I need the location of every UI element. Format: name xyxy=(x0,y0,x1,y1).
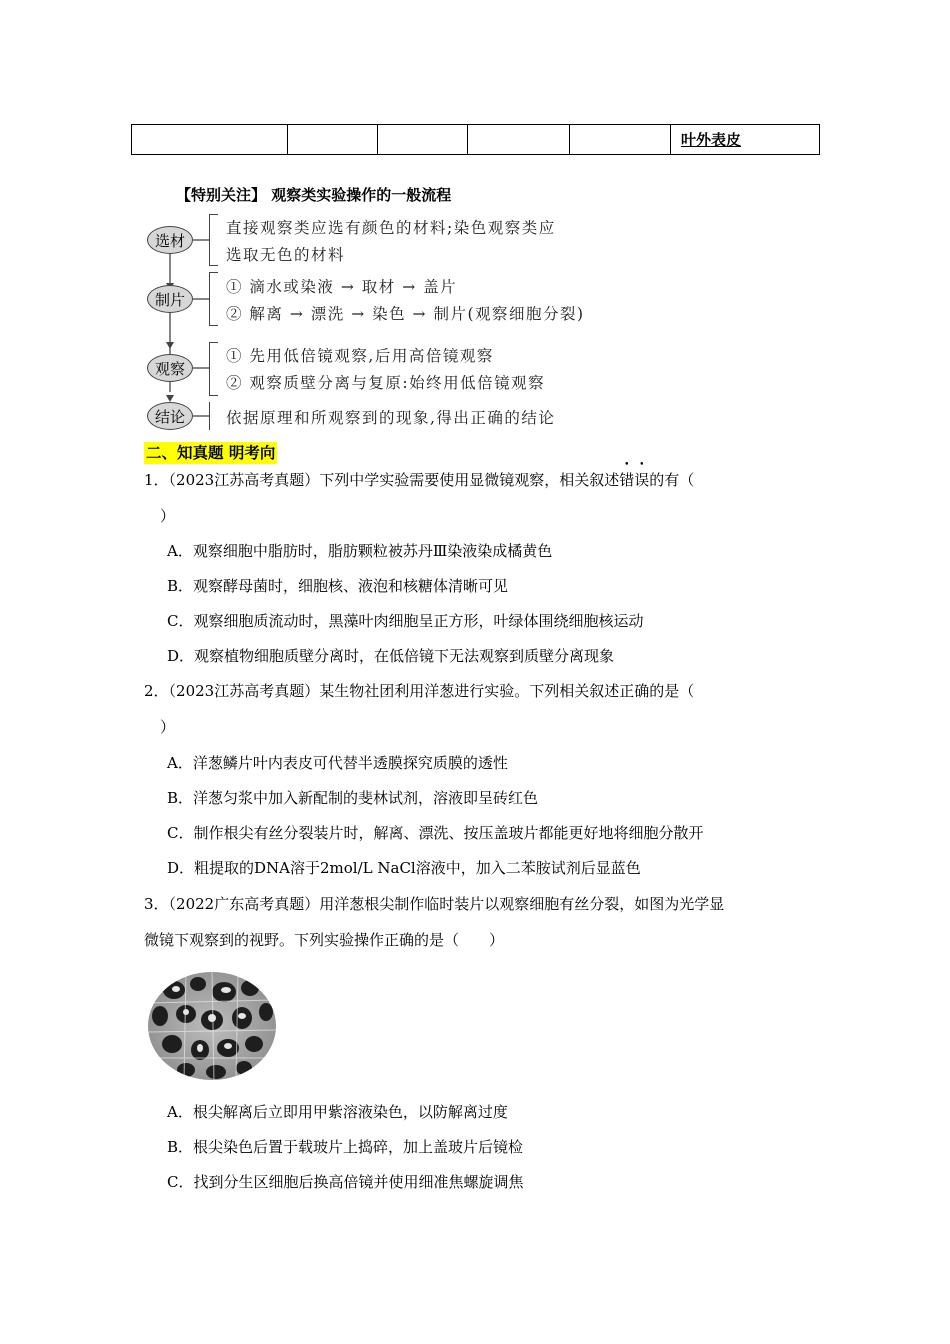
flow-brace xyxy=(209,402,211,430)
flow-text: ② 解离 → 漂洗 → 染色 → 制片(观察细胞分裂) xyxy=(226,305,585,323)
question-3-option-c[interactable]: C．找到分生区细胞后换高倍镜并使用细准焦螺旋调焦 xyxy=(167,1173,524,1191)
flow-brace xyxy=(209,214,218,266)
question-1-option-b[interactable]: B．观察酵母菌时，细胞核、液泡和核糖体清晰可见 xyxy=(167,577,509,595)
question-3-stem-cont: 微镜下观察到的视野。下列实验操作正确的是（ ） xyxy=(144,931,505,949)
emphasis-mark: 错 xyxy=(619,471,635,489)
question-2-option-a[interactable]: A．洋葱鳞片叶内表皮可代替半透膜探究质膜的透性 xyxy=(167,754,508,772)
question-2-stem: 2．（2023江苏高考真题）某生物社团利用洋葱进行实验。下列相关叙述正确的是（ xyxy=(144,682,695,700)
flow-node-slide: 制片 xyxy=(147,285,193,313)
question-1-stem-text: 1．（2023江苏高考真题）下列中学实验需要使用显微镜观察，相关叙述 xyxy=(144,471,620,489)
question-3-option-b[interactable]: B．根尖染色后置于载玻片上捣碎，加上盖玻片后镜检 xyxy=(167,1138,524,1156)
question-2-option-c[interactable]: C．制作根尖有丝分裂装片时，解离、漂洗、按压盖玻片都能更好地将细胞分散开 xyxy=(167,824,704,842)
flow-text: ② 观察质壁分离与复原:始终用低倍镜观察 xyxy=(226,374,546,392)
question-1-option-d[interactable]: D．观察植物细胞质壁分离时，在低倍镜下无法观察到质壁分离现象 xyxy=(167,647,615,665)
table-cell xyxy=(378,125,468,155)
question-1-stem-cont: ） xyxy=(160,507,176,525)
question-2-option-b[interactable]: B．洋葱匀浆中加入新配制的斐林试剂，溶液即呈砖红色 xyxy=(167,789,539,807)
table-cell xyxy=(132,125,288,155)
table-cell xyxy=(671,125,820,155)
table-cell xyxy=(468,125,570,155)
flow-text: ① 滴水或染液 → 取材 → 盖片 xyxy=(226,278,458,296)
flow-text: 选取无色的材料 xyxy=(226,246,346,264)
section-heading: 二、知真题 明考向 xyxy=(146,444,276,462)
question-1-option-a[interactable]: A．观察细胞中脂肪时，脂肪颗粒被苏丹Ⅲ染液染成橘黄色 xyxy=(167,542,553,560)
flow-connector xyxy=(150,250,190,410)
table-row xyxy=(132,125,820,155)
emphasis-mark: 误 xyxy=(634,471,650,489)
question-1-option-c[interactable]: C．观察细胞质流动时，黑藻叶肉细胞呈正方形，叶绿体围绕细胞核运动 xyxy=(167,612,644,630)
table-cell xyxy=(570,125,671,155)
flow-text: 依据原理和所观察到的现象,得出正确的结论 xyxy=(226,409,556,427)
node-brace-links xyxy=(193,210,223,430)
flow-brace xyxy=(209,272,218,326)
question-1-stem xyxy=(144,469,694,490)
flow-node-observe: 观察 xyxy=(147,354,193,382)
question-2-stem-cont: ） xyxy=(160,718,176,736)
flow-text: 直接观察类应选有颜色的材料;染色观察类应 xyxy=(226,219,556,237)
flow-text: ① 先用低倍镜观察,后用高倍镜观察 xyxy=(226,347,494,365)
flow-node-material: 选材 xyxy=(147,226,193,254)
question-2-option-d[interactable]: D．粗提取的DNA溶于2mol/L NaCl溶液中，加入二苯胺试剂后显蓝色 xyxy=(167,859,641,877)
flow-brace xyxy=(209,342,218,396)
question-3-stem: 3．（2022广东高考真题）用洋葱根尖制作临时装片以观察细胞有丝分裂，如图为光学显 xyxy=(144,895,725,913)
table-cell xyxy=(288,125,378,155)
note-title: 【特别关注】 观察类实验操作的一般流程 xyxy=(176,186,452,204)
flow-node-conclusion: 结论 xyxy=(147,402,193,430)
question-3-option-a[interactable]: A．根尖解离后立即用甲紫溶液染色，以防解离过度 xyxy=(167,1103,508,1121)
micrograph-image xyxy=(146,970,278,1082)
question-1-stem-end: 的有（ xyxy=(649,471,695,489)
table-cell-text: 叶外表皮 xyxy=(681,131,742,149)
table-fragment xyxy=(131,124,820,155)
